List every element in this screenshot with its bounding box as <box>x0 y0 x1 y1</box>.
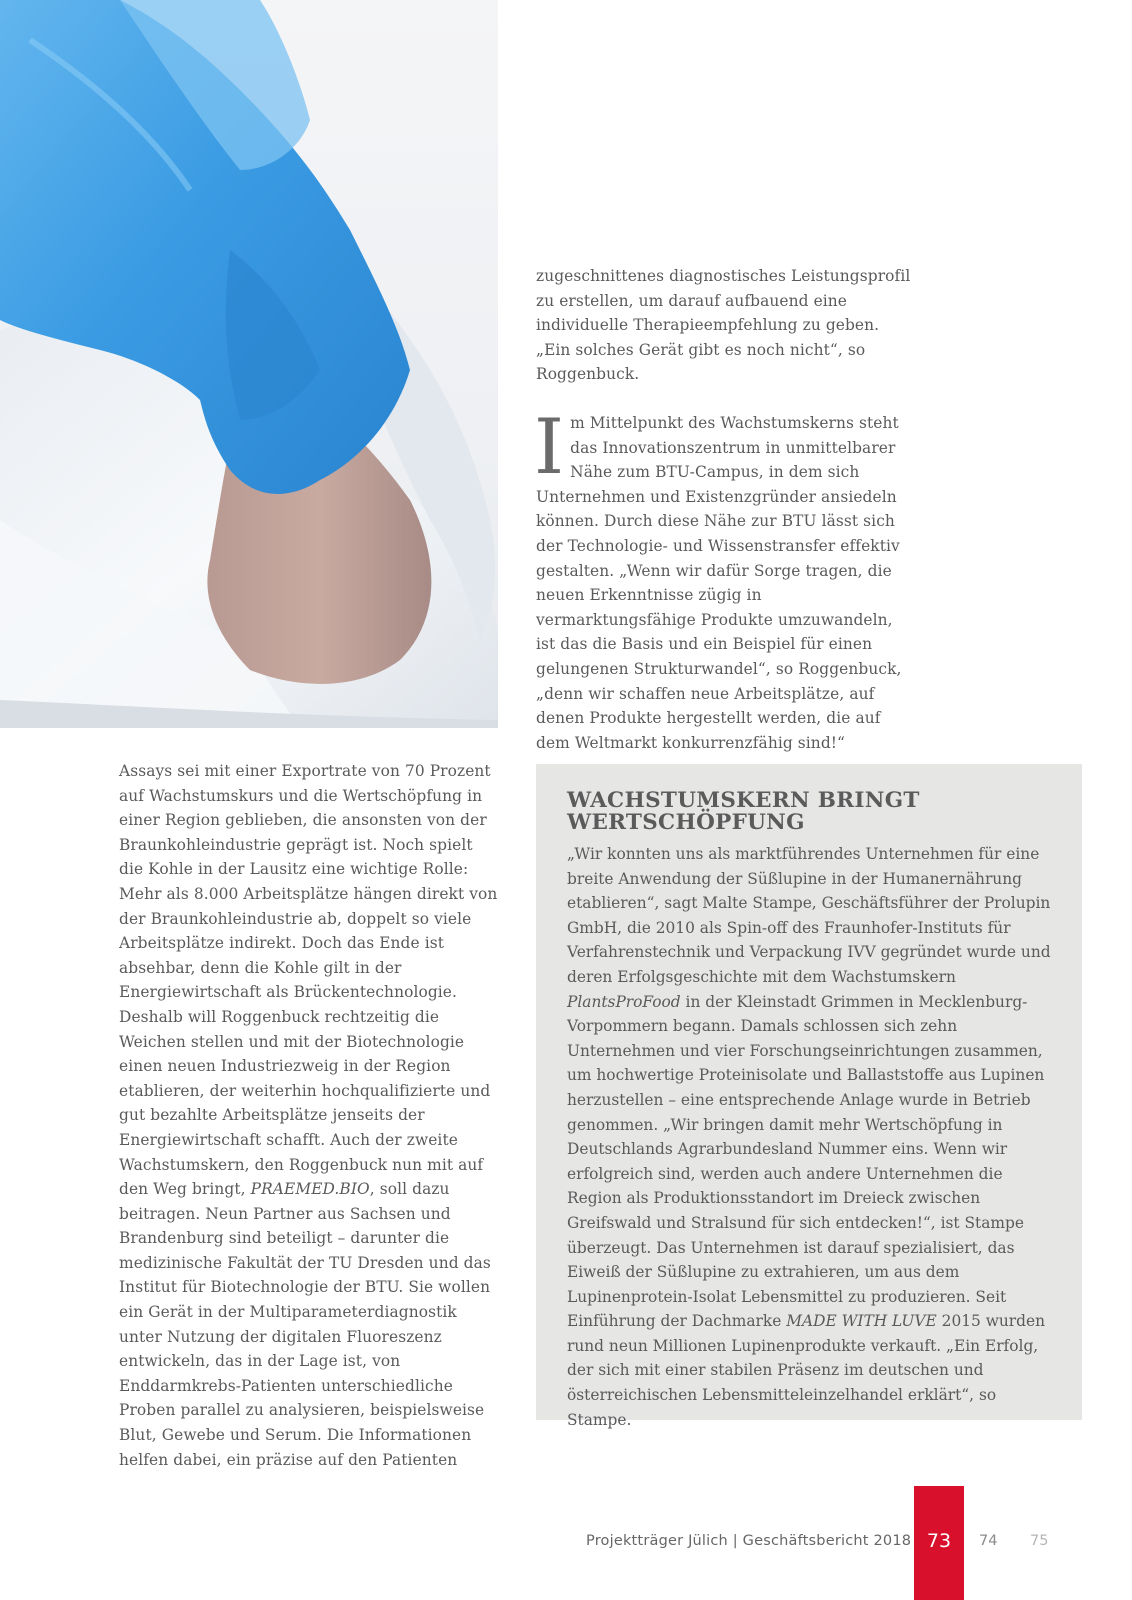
brand-name-made-with-luve: MADE WITH LUVE <box>786 1312 937 1331</box>
current-page-marker <box>914 1486 964 1600</box>
paragraph-main <box>119 759 501 1472</box>
paragraph-innovation-center <box>534 401 916 755</box>
dropcap-letter: I <box>534 401 565 491</box>
box-text-part-b: in der Kleinstadt Grimmen in Mecklenburg-Vorpommern begann. Damals schlossen sich zehn Unternehmen und vier Forschungseinrichtungen zusammen, um hochwertige Proteinisolate und Ballaststoffe aus Lupinen herzustellen – eine entsprechende Anlage wurde in Betrieb genommen. „Wir bringen damit mehr Wertschöpfung in Deutschlands Agrarbundesland Nummer eins. Wenn wir erfolgreich sind, werden auch andere Unternehmen die Region als Produktionsstandort im Dreieck zwischen Greifswald und Stralsund für sich entdecken!“, ist Stampe überzeugt. Das Unternehmen ist darauf spezialisiert, das Eiweiß der Süßlupine zu extrahieren, um aus dem Lupinenprotein-Isolat Lebensmittel zu produzieren. Seit Einführung der Dachmarke <box>567 992 1045 1331</box>
project-name-praemed: PRAEMED.BIO <box>250 1180 370 1199</box>
page-number-75[interactable]: 75 <box>1030 1533 1049 1549</box>
left-column <box>119 759 501 1472</box>
sidebar-box-body <box>567 842 1057 1432</box>
box-text-part-c: 2015 wurden rund neun Millionen Lupinenprodukte verkauft. „Ein Erfolg, der sich mit einer stabilen Präsenz im deutschen und österreichischen Lebensmitteleinzelhandel erklärt“, so Stampe. <box>567 1312 1046 1429</box>
sidebar-box-title: WACHSTUMSKERN BRINGT WERTSCHÖPFUNG <box>567 788 920 835</box>
top-right-column <box>536 264 916 755</box>
paragraph-innovation-text: m Mittelpunkt des Wachstumskerns steht das Innovationszentrum in unmittelbarer Nähe zum BTU-Campus, in dem sich Unternehmen und Existenzgründer ansiedeln können. Durch diese Nähe zur BTU lässt sich der Technologie- und Wissenstransfer effektiv gestalten. „Wenn wir dafür Sorge tragen, die neuen Erkenntnisse zügig in vermarktungsfähige Produkte umzuwandeln, ist das die Basis und ein Beispiel für einen gelungenen Strukturwandel“, so Roggenbuck, „denn wir schaffen neue Arbeitsplätze, auf denen Produkte hergestellt werden, die auf dem Weltmarkt konkurrenzfähig sind!“ <box>536 413 902 752</box>
page-number-74[interactable]: 74 <box>979 1533 998 1549</box>
lab-glove-illustration <box>0 0 498 728</box>
footer-publication: Projektträger Jülich | Geschäftsbericht 2018 <box>586 1533 912 1549</box>
paragraph-intro: zugeschnittenes diagnostisches Leistungsprofil zu erstellen, um darauf aufbauend eine individuelle Therapieempfehlung zu geben. „Ein solches Gerät gibt es noch nicht“, so Roggenbuck. <box>536 267 911 384</box>
left-text-part-a: Assays sei mit einer Exportrate von 70 Prozent auf Wachstumskurs und die Wertschöpfung in einer Region geblieben, die ansonsten von der Braunkohleindustrie geprägt ist. Noch spielt die Kohle in der Lausitz eine wichtige Rolle: Mehr als 8.000 Arbeitsplätze hängen direkt von der Braunkohleindustrie ab, doppelt so viele Arbeitsplätze indirekt. Doch das Ende ist absehbar, denn die Kohle gilt in der Energiewirtschaft als Brückentechnologie. Deshalb will Roggenbuck rechtzeitig die Weichen stellen und mit der Biotechnologie einen neuen Industriezweig in der Region etablieren, der weiterhin hochqualifizierte und gut bezahlte Arbeitsplätze jenseits der Energiewirtschaft schafft. Auch der zweite Wachstumskern, den Roggenbuck nun mit auf den Weg bringt, <box>119 762 498 1199</box>
box-text-part-a: „Wir konnten uns als marktführendes Unternehmen für eine breite Anwendung der Süßlupine in der Humanernährung etablieren“, sagt Malte Stampe, Geschäftsführer der Prolupin GmbH, die 2010 als Spin-off des Fraunhofer-Instituts für Verfahrenstechnik und Verpackung IVV gegründet wurde und deren Erfolgsgeschichte mit dem Wachstumskern <box>567 845 1051 986</box>
lab-glove-photo <box>0 0 498 728</box>
project-name-plantsprofood: PlantsProFood <box>567 992 681 1011</box>
current-page-number: 73 <box>926 1530 952 1552</box>
left-text-part-b: , soll dazu beitragen. Neun Partner aus Sachsen und Brandenburg sind beteiligt – darunter die medizinische Fakultät der TU Dresden und das Institut für Biotechnologie der BTU. Sie wollen ein Gerät in der Multiparameterdiagnostik unter Nutzung der digitalen Fluoreszenz entwickeln, das in der Lage ist, von Enddarmkrebs-Patienten unterschiedliche Proben parallel zu analysieren, beispielsweise Blut, Gewebe und Serum. Die Informationen helfen dabei, ein präzise auf den Patienten <box>119 1180 491 1469</box>
sidebar-box-content <box>567 790 1057 1432</box>
sidebar-box <box>536 764 1082 1429</box>
